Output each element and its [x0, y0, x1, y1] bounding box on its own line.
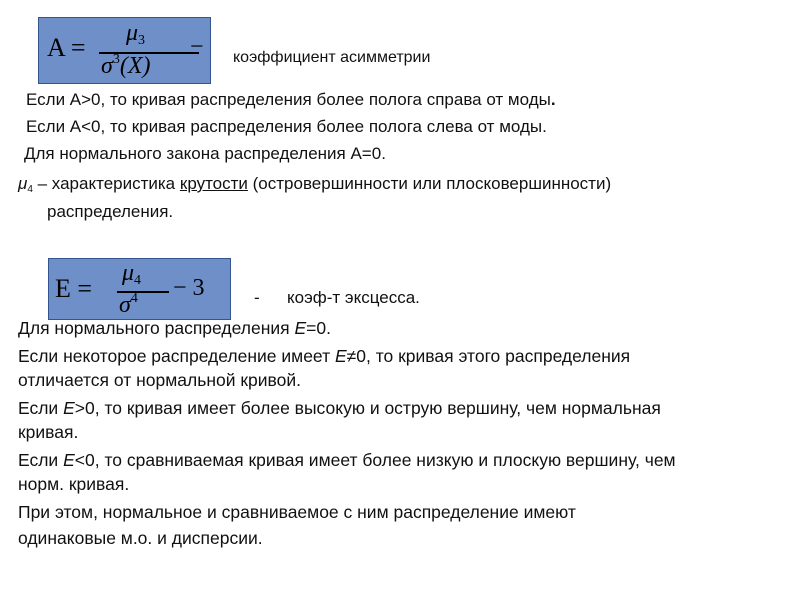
kurtosis-intro-continuation: распределения. [47, 202, 174, 221]
formula-denominator: $\sigma^3(X)$ [101, 52, 151, 79]
excess-label: коэф-т эксцесса. [287, 288, 420, 307]
excess-formula [48, 258, 231, 320]
asymmetry-line-2: Если A<0, то кривая распределения более полога слева от моды. [26, 117, 547, 136]
excess-formula-tail: − 3 [173, 275, 205, 301]
formula-numerator: μ3 [126, 20, 146, 48]
excess-note-4: Если E<0, то сравниваемая кривая имеет более низкую и плоскую вершину, чем [18, 450, 676, 470]
excess-note-3: Если E>0, то кривая имеет более высокую и острую вершину, чем нормальная [18, 398, 661, 418]
asymmetry-line-1: Если A>0, то кривая распределения более полога справа от моды. [26, 90, 556, 109]
excess-note-5: При этом, нормальное и сравниваемое с ним распределение имеют [18, 502, 576, 522]
kurtosis-intro: $\mu_4$ – характеристика крутости (островершинности или плосковершинности) [18, 174, 612, 195]
excess-formula-numerator: μ4 [122, 260, 142, 288]
excess-note-3-line-2: кривая. [18, 422, 79, 442]
asymmetry-line-3: Для нормального закона распределения A=0. [24, 144, 386, 163]
excess-note-2: Если некоторое распределение имеет E≠0, то кривая этого распределения [18, 346, 631, 366]
asymmetry-label: коэффициент асимметрии [233, 49, 431, 66]
formula-lhs: A = [47, 33, 86, 62]
excess-note-1: Для нормального распределения E=0. [18, 318, 331, 338]
excess-note-2-line-2: отличается от нормальной кривой. [18, 370, 301, 390]
asymmetry-formula [38, 17, 211, 84]
excess-formula-denominator: $\sigma^4$ [119, 291, 138, 318]
excess-dash: - [254, 288, 260, 307]
formula-trailing-minus: − [190, 34, 204, 60]
excess-note-5-line-2: одинаковые м.о. и дисперсии. [18, 528, 263, 548]
excess-note-4-line-2: норм. кривая. [18, 474, 130, 494]
excess-formula-lhs: E = [55, 274, 93, 303]
